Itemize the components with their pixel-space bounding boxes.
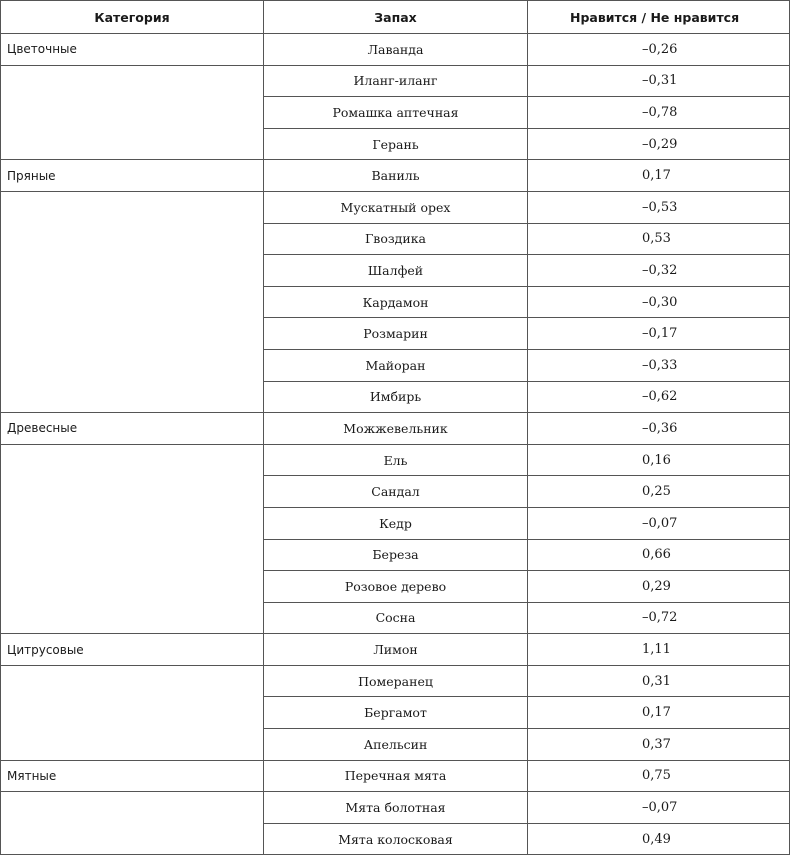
scent-name-cell: Апельсин	[264, 729, 528, 761]
scent-name-cell: Мята болотная	[264, 792, 528, 824]
preference-value-cell: 0,66	[528, 539, 790, 571]
category-row	[1, 634, 790, 666]
preference-value-cell: 0,17	[528, 697, 790, 729]
preference-value-cell: 0,25	[528, 476, 790, 508]
scent-name-cell: Розовое дерево	[264, 571, 528, 603]
scent-name-cell: Бергамот	[264, 697, 528, 729]
table-row	[1, 191, 790, 223]
table-row	[1, 65, 790, 97]
preference-value-cell: –0,53	[528, 191, 790, 223]
preference-value-cell: 0,49	[528, 823, 790, 855]
scent-name-cell: Ваниль	[264, 160, 528, 192]
scent-name-cell: Мята колосковая	[264, 823, 528, 855]
header-category: Категория	[1, 1, 264, 34]
header-preference: Нравится / Не нравится	[528, 1, 790, 34]
scent-name-cell: Кедр	[264, 507, 528, 539]
scent-name-cell: Иланг-иланг	[264, 65, 528, 97]
header-row	[1, 1, 790, 34]
category-row	[1, 413, 790, 445]
preference-value-cell: –0,31	[528, 65, 790, 97]
scent-name-cell: Ромашка аптечная	[264, 97, 528, 129]
table-row	[1, 792, 790, 824]
preference-value-cell: 0,17	[528, 160, 790, 192]
scent-name-cell: Розмарин	[264, 318, 528, 350]
scent-name-cell: Мускатный орех	[264, 191, 528, 223]
table-body	[1, 34, 790, 855]
preference-value-cell: –0,29	[528, 128, 790, 160]
scent-name-cell: Померанец	[264, 665, 528, 697]
preference-value-cell: 0,29	[528, 571, 790, 603]
preference-value-cell: –0,30	[528, 286, 790, 318]
scent-name-cell: Гвоздика	[264, 223, 528, 255]
category-label: Цветочные	[1, 34, 264, 66]
preference-value-cell: 0,37	[528, 729, 790, 761]
scent-name-cell: Герань	[264, 128, 528, 160]
scent-name-cell: Перечная мята	[264, 760, 528, 792]
preference-value-cell: 0,16	[528, 444, 790, 476]
scent-name-cell: Сандал	[264, 476, 528, 508]
category-blank-cell	[1, 65, 264, 160]
preference-value-cell: 0,75	[528, 760, 790, 792]
category-row	[1, 160, 790, 192]
preference-value-cell: 0,53	[528, 223, 790, 255]
scent-name-cell: Лимон	[264, 634, 528, 666]
scent-name-cell: Майоран	[264, 349, 528, 381]
category-blank-cell	[1, 665, 264, 760]
preference-value-cell: –0,07	[528, 792, 790, 824]
scent-name-cell: Можжевельник	[264, 413, 528, 445]
category-blank-cell	[1, 444, 264, 634]
preference-value-cell: –0,32	[528, 255, 790, 287]
preference-value-cell: –0,78	[528, 97, 790, 129]
category-label: Древесные	[1, 413, 264, 445]
scent-name-cell: Сосна	[264, 602, 528, 634]
category-row	[1, 760, 790, 792]
scent-name-cell: Береза	[264, 539, 528, 571]
category-blank-cell	[1, 191, 264, 412]
table-row	[1, 665, 790, 697]
header-scent: Запах	[264, 1, 528, 34]
preference-value-cell: –0,07	[528, 507, 790, 539]
scent-name-cell: Шалфей	[264, 255, 528, 287]
preference-value-cell: –0,26	[528, 34, 790, 66]
scent-name-cell: Лаванда	[264, 34, 528, 66]
preference-value-cell: –0,62	[528, 381, 790, 413]
category-label: Мятные	[1, 760, 264, 792]
table-row	[1, 444, 790, 476]
preference-value-cell: –0,33	[528, 349, 790, 381]
category-label: Цитрусовые	[1, 634, 264, 666]
preference-value-cell: 0,31	[528, 665, 790, 697]
category-blank-cell	[1, 792, 264, 855]
preference-value-cell: –0,17	[528, 318, 790, 350]
preference-value-cell: 1,11	[528, 634, 790, 666]
scent-name-cell: Ель	[264, 444, 528, 476]
preference-value-cell: –0,72	[528, 602, 790, 634]
preference-value-cell: –0,36	[528, 413, 790, 445]
category-row	[1, 34, 790, 66]
scent-name-cell: Имбирь	[264, 381, 528, 413]
category-label: Пряные	[1, 160, 264, 192]
scent-name-cell: Кардамон	[264, 286, 528, 318]
